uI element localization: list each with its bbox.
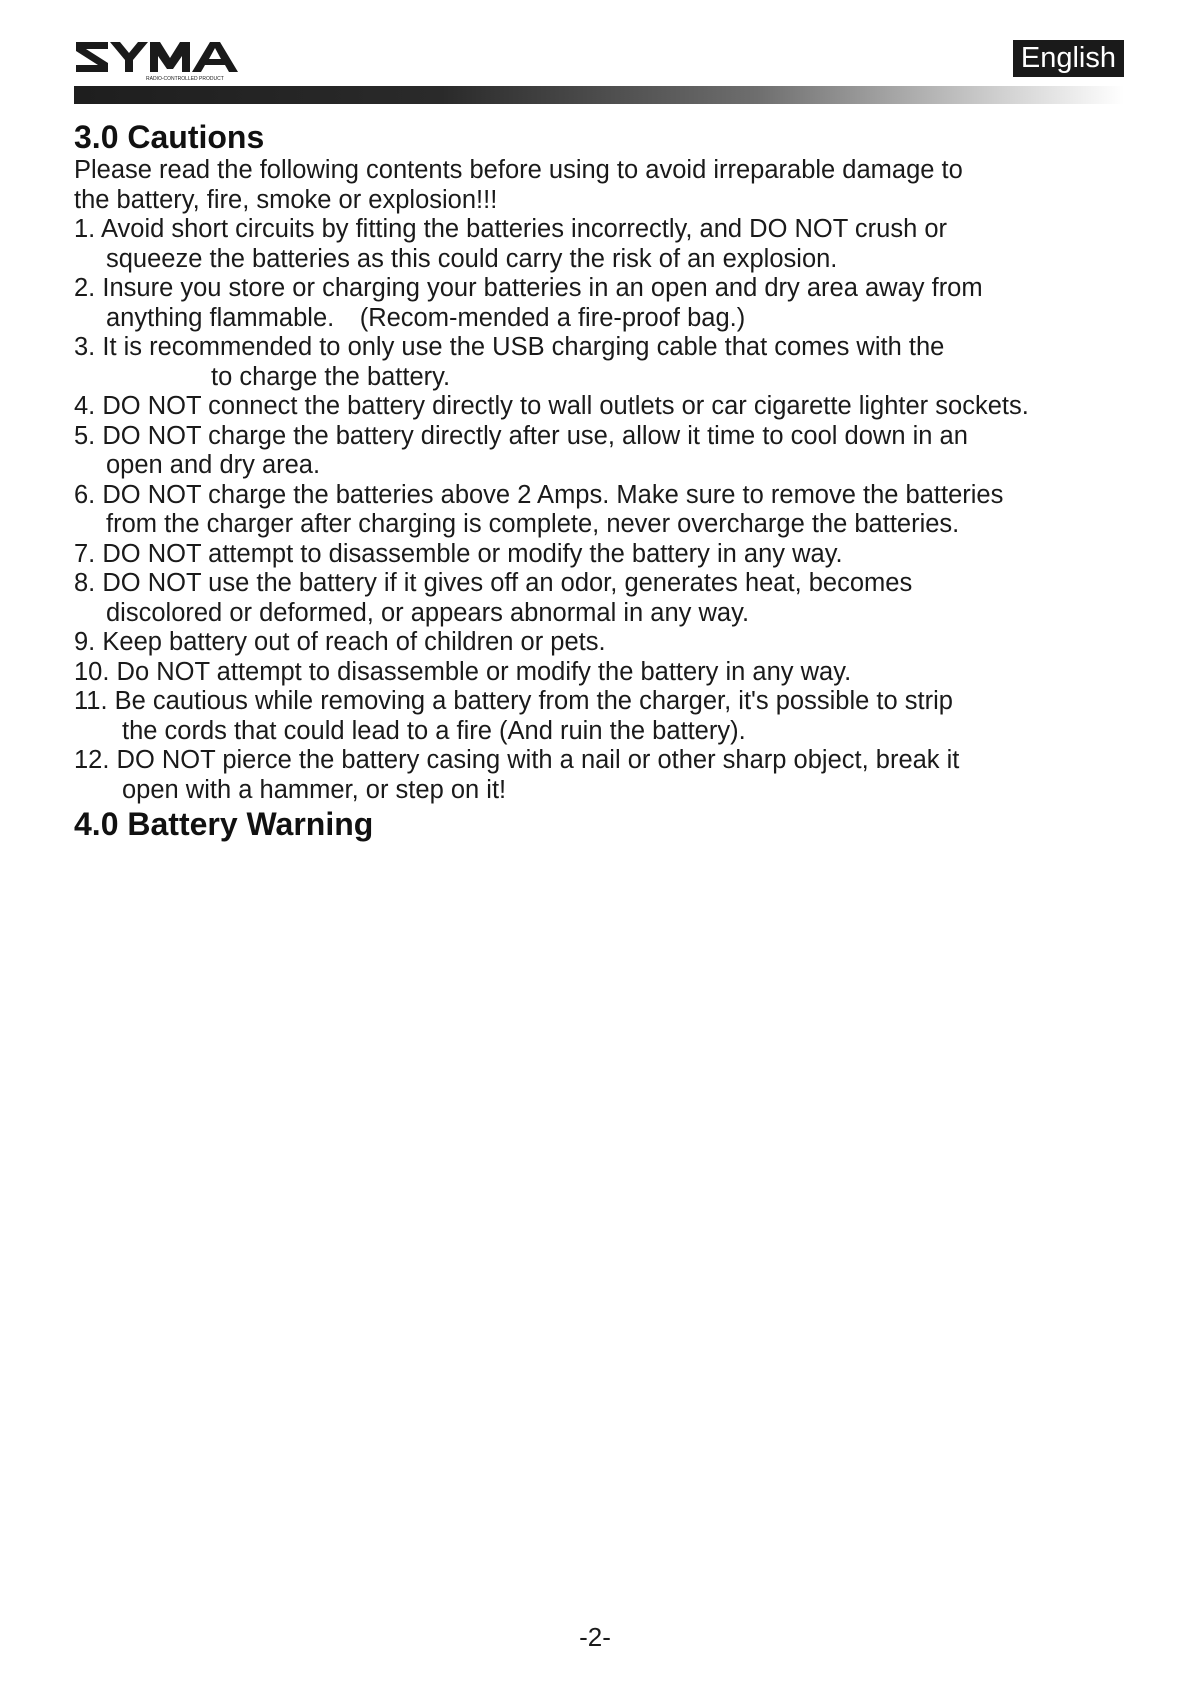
caution-number: 2. [74, 274, 96, 302]
caution-number: 1. [74, 215, 96, 243]
caution-item [74, 628, 1154, 658]
caution-item [74, 422, 1154, 481]
caution-text: open with a hammer, or step on it! [122, 775, 507, 804]
intro-line-2: the battery, fire, smoke or explosion!!! [74, 185, 498, 214]
caution-text: to charge the battery. [211, 362, 451, 391]
caution-text: open and dry area. [106, 451, 321, 479]
page-header [74, 36, 1124, 108]
caution-number: 5. [74, 421, 96, 450]
caution-number: 12. [74, 746, 110, 774]
caution-text: DO NOT charge the battery directly after use, allow it time to cool down in an [102, 421, 968, 450]
caution-item [74, 481, 1154, 540]
caution-number: 9. [74, 628, 96, 656]
caution-text: DO NOT attempt to disassemble or modify the battery in any way. [102, 539, 843, 568]
main-content [74, 118, 1154, 843]
caution-text: discolored or deformed, or appears abnormal in any way. [106, 598, 750, 627]
caution-item [74, 215, 1154, 274]
caution-text: Keep battery out of reach of children or pets. [102, 628, 606, 656]
caution-number: 4. [74, 392, 96, 420]
caution-text: from the charger after charging is complete, never overcharge the batteries. [106, 510, 960, 538]
caution-item [74, 569, 1154, 628]
caution-text: Do NOT attempt to disassemble or modify the battery in any way. [116, 657, 852, 686]
cautions-intro [74, 156, 1154, 215]
caution-number: 7. [74, 539, 96, 568]
caution-number: 10. [74, 657, 110, 686]
battery-warning-title: 4.0 Battery Warning [74, 806, 374, 842]
syma-logo [74, 36, 244, 82]
intro-line-1: Please read the following contents before using to avoid irreparable damage to [74, 156, 963, 184]
caution-text: Insure you store or charging your batteries in an open and dry area away from [102, 274, 983, 302]
page-number: -2- [579, 1622, 611, 1652]
cautions-list [74, 215, 1154, 805]
logo-tagline: RADIO-CONTROLLED PRODUCT [146, 76, 224, 82]
caution-number: 3. [74, 333, 96, 361]
caution-number: 6. [74, 480, 96, 509]
caution-number: 11. [74, 687, 108, 715]
header-gradient-bar [74, 86, 1124, 104]
caution-text: squeeze the batteries as this could carry the risk of an explosion. [106, 244, 838, 273]
caution-item [74, 540, 1154, 570]
language-badge: English [1013, 40, 1124, 77]
caution-item [74, 687, 1154, 746]
caution-item [74, 333, 1154, 392]
caution-text: DO NOT charge the batteries above 2 Amps. Make sure to remove the batteries [102, 480, 1004, 509]
caution-text: It is recommended to only use the USB charging cable that comes with the [102, 333, 945, 361]
caution-text: Avoid short circuits by fitting the batteries incorrectly, and DO NOT crush or [100, 215, 948, 243]
caution-text: Be cautious while removing a battery from the charger, it's possible to strip [114, 687, 953, 715]
caution-text: DO NOT connect the battery directly to wall outlets or car cigarette lighter sockets. [102, 392, 1029, 420]
caution-item [74, 392, 1154, 422]
caution-number: 8. [74, 569, 96, 597]
caution-text: anything flammable. (Recom-mended a fire-proof bag.) [106, 303, 746, 332]
caution-item [74, 746, 1154, 805]
caution-text: the cords that could lead to a fire (And ruin the battery). [122, 716, 746, 745]
caution-item [74, 274, 1154, 333]
caution-text: DO NOT use the battery if it gives off an odor, generates heat, becomes [102, 569, 913, 597]
caution-item [74, 658, 1154, 688]
caution-text: DO NOT pierce the battery casing with a nail or other sharp object, break it [116, 746, 960, 774]
cautions-title: 3.0 Cautions [74, 119, 265, 155]
